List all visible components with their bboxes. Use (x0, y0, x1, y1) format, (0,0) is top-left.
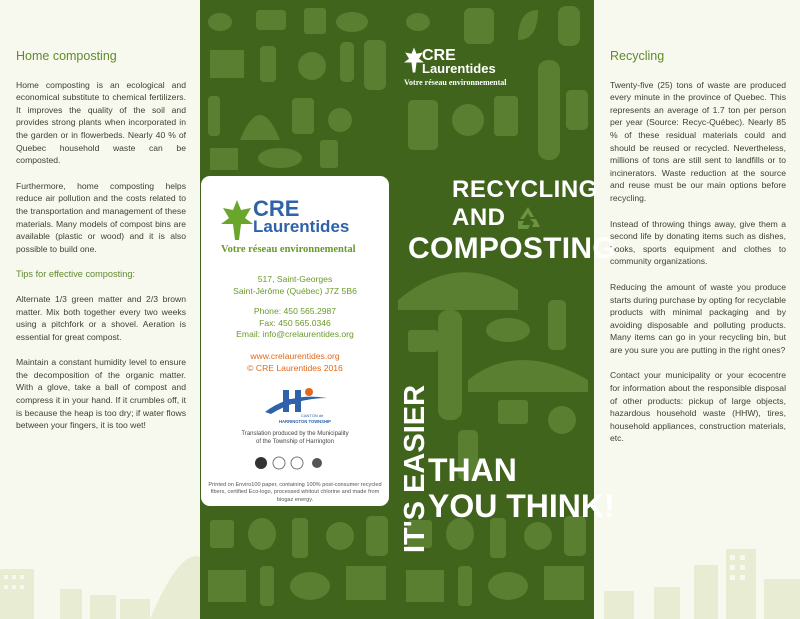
home-composting-paragraph-1: Home composting is an ecological and economical substitute to chemical fertilizers. It improves the quality of the soil and provides strong plants when incorporated in the garden or in flowerbeds. Nearly 40 % of Quebec household waste can be composted. (16, 79, 186, 166)
city-skyline-illustration-right (594, 529, 800, 619)
recycling-paragraph-4: Contact your municipality or your ecocentre for information about the responsible disposal of other products: pickup of large objects, hazardous household waste (HHW), tires, household appliances, construction materials, etc. (610, 370, 786, 444)
cover-title-composting: COMPOSTING (408, 232, 617, 265)
cover-cre-logo (404, 46, 524, 92)
cover-logo-cre-text: CRE (422, 47, 456, 64)
logo-slogan: Votre réseau environnemental (221, 244, 356, 255)
city-skyline-illustration (0, 529, 200, 619)
cover-title-recycling: RECYCLING (452, 176, 598, 203)
recycling-paragraph-3: Reducing the amount of waste you produce starts during purchase by opting for recyclable products with minimal packaging and by avoiding disposable and polluting products. Many items can go in your recycling bin, but are you sure you are putting in the right ones? (610, 281, 786, 355)
home-composting-paragraph-2: Furthermore, home composting helps reduce air pollution and the costs related to the transportation and management of these materials. Many models of compost bins are available (plastic or wood) and it is also possible to build one. (16, 180, 186, 254)
biogas-icon (312, 458, 322, 468)
recycling-column (610, 50, 786, 458)
home-composting-heading: Home composting (16, 49, 117, 63)
ecologo-icon (273, 457, 285, 469)
address-line-1: 517, Saint-Georges (257, 274, 333, 284)
contact-info (201, 306, 389, 341)
cover-title-and: AND (452, 204, 506, 231)
printed-note: Printed on Enviro100 paper, containing 100% post-consumer recycled fibers, certified Eco-logo, processed whitout chlorine and made from biogaz energy. (208, 482, 382, 503)
panel-home-composting (0, 0, 200, 619)
tips-heading: Tips for effective composting: (16, 269, 135, 280)
recycle-cert-icon (255, 457, 267, 469)
tip-2: Maintain a constant humidity level to ensure the decomposition of the organic matter. With a glove, take a ball of compost and compress it in your hand. If it crumbles off, it is because the heap is too dry; if water flows between your fingers, it is too wet! (16, 357, 186, 431)
muni-canton-text: CANTON de (301, 413, 324, 418)
home-composting-column (16, 50, 186, 445)
recycling-heading: Recycling (610, 49, 665, 63)
cover-logo-slogan: Votre réseau environnemental (404, 78, 507, 87)
fax-number: Fax: 450 565.0346 (259, 317, 331, 328)
email-address[interactable]: Email: info@crelaurentides.org (236, 329, 354, 340)
cover-maple-leaf-icon (404, 46, 424, 74)
logo-cre-text: CRE (253, 196, 300, 221)
translation-line-2: of the Township of Harrington (256, 439, 334, 445)
logo-laurentides-text: Laurentides (253, 217, 350, 236)
website-block (201, 351, 389, 374)
recycling-paragraph-1: Twenty-five (25) tons of waste are produced every minute in the province of Quebec. This represents an average of 1.7 ton per person per year (Source: Recyc-Québec). Nearly 85 % of these residual materials could and should be reused or recycled. Nevertheless, millions of tons are still sent to landfills or to incinerators. Waste reduction at the source and reuse must be our main options before recycling. (610, 79, 786, 203)
website-link[interactable]: www.crelaurentides.org (250, 351, 340, 361)
translation-credit (201, 430, 389, 446)
cover-vertical-text: IT'S EASIER (399, 384, 431, 553)
harrington-logo (261, 386, 331, 426)
certification-icons (253, 456, 343, 470)
copyright: © CRE Laurentides 2016 (247, 362, 343, 373)
address (201, 274, 389, 297)
muni-township-text: HARRINGTON TOWNSHIP (279, 419, 331, 424)
processed-chlorine-free-icon (291, 457, 303, 469)
cre-logo (221, 198, 371, 258)
maple-leaf-icon (221, 200, 253, 240)
address-line-2: Saint-Jérôme (Québec) J7Z 5B6 (233, 285, 357, 296)
translation-line-1: Translation produced by the Municipality (241, 431, 349, 437)
phone-number: Phone: 450 565.2987 (253, 306, 337, 316)
panel-recycling (594, 0, 800, 619)
recycle-icon (514, 205, 542, 231)
cover-title-than: THAN (428, 452, 517, 488)
recycling-paragraph-2: Instead of throwing things away, give them a second life by donating items such as dishes, books, sports equipment and clothes to community organizations. (610, 218, 786, 267)
cover-title-you-think: YOU THINK! (428, 488, 615, 524)
tip-1: Alternate 1/3 green matter and 2/3 brown matter. Mix both together every two weeks using a pitchfork or a shovel. Aeration is essential for great compost. (16, 293, 186, 342)
contact-card (201, 176, 389, 506)
cover-logo-laurentides-text: Laurentides (422, 61, 496, 76)
